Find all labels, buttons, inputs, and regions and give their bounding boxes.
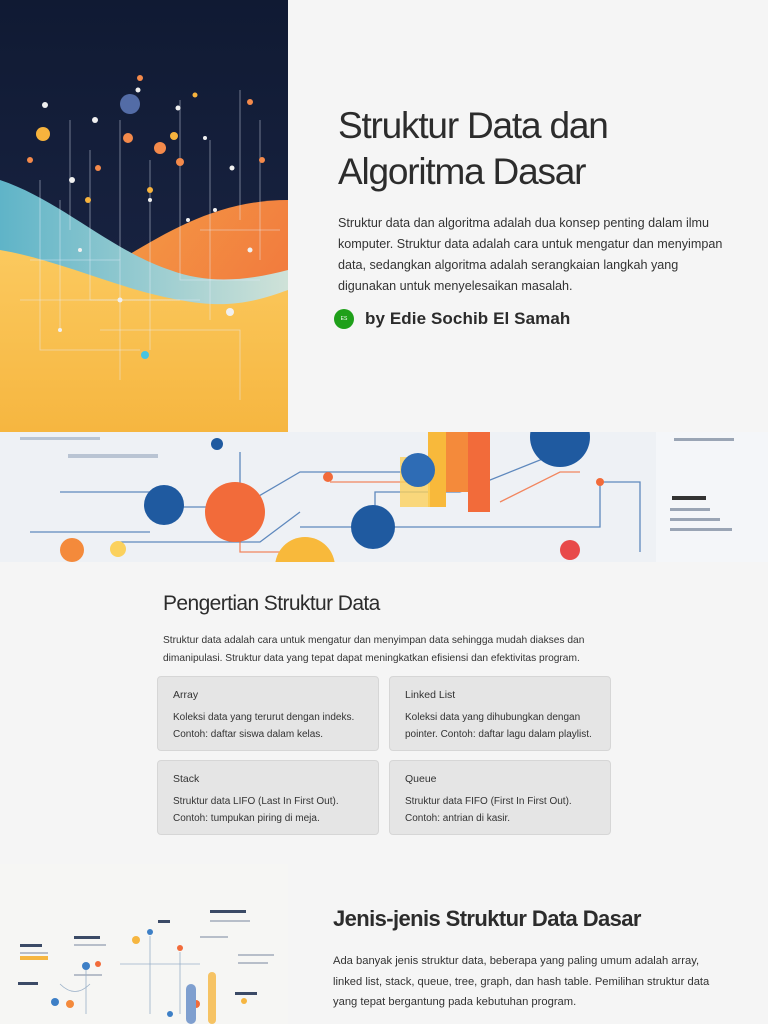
section-title: Jenis-jenis Struktur Data Dasar	[333, 906, 641, 931]
card-description: Struktur data FIFO (First In First Out). Contoh: antrian di kasir.	[405, 796, 572, 824]
card-title: Linked List	[405, 689, 456, 701]
card-queue	[389, 760, 611, 835]
card-description: Koleksi data yang terurut dengan indeks. Contoh: daftar siswa dalam kelas.	[173, 712, 355, 740]
slide-types	[0, 864, 768, 1024]
card-title: Stack	[173, 773, 200, 785]
card-title: Array	[173, 689, 199, 701]
network-banner-image	[0, 432, 768, 562]
section-title: Pengertian Struktur Data	[163, 592, 380, 615]
card-array	[157, 676, 379, 751]
avatar	[334, 309, 354, 329]
data-structures-sketch-image	[0, 864, 288, 1024]
section-description: Struktur data adalah cara untuk mengatur dan menyimpan data sehingga mudah diakses dan dimanipulasi. Struktur data yang tepat dapat meningkatkan efisiensi dan efektivitas program.	[163, 635, 585, 664]
card-description: Struktur data LIFO (Last In First Out). Contoh: tumpukan piring di meja.	[173, 796, 339, 824]
banner-illustration	[0, 432, 768, 562]
page-title: Struktur Data dan Algoritma Dasar	[338, 105, 608, 192]
avatar-initials: ES	[340, 316, 348, 322]
card-title: Queue	[405, 773, 437, 785]
card-stack	[157, 760, 379, 835]
author-name: by Edie Sochib El Samah	[365, 309, 571, 328]
author-line	[334, 309, 570, 329]
types-illustration	[0, 864, 288, 1024]
card-linked-list	[389, 676, 611, 751]
card-description: Koleksi data yang dihubungkan dengan pointer. Contoh: daftar lagu dalam playlist.	[405, 712, 592, 740]
intro-paragraph: Struktur data dan algoritma adalah dua konsep penting dalam ilmu komputer. Struktur data adalah cara untuk mengatur dan menyimpan data, sedangkan algoritma adalah serangkaian langkah yang digunakan untuk menyelesaikan masalah.	[338, 216, 723, 293]
section-description: Ada banyak jenis struktur data, beberapa yang paling umum adalah array, linked list, stack, queue, tree, graph, dan hash table. Pemilihan struktur data yang tepat bergantung pada kebutuhan program.	[333, 955, 710, 1008]
hero-illustration	[0, 0, 288, 432]
slide-title	[0, 0, 768, 432]
slide-definition	[0, 432, 768, 864]
circuit-illustration-image	[0, 0, 288, 432]
